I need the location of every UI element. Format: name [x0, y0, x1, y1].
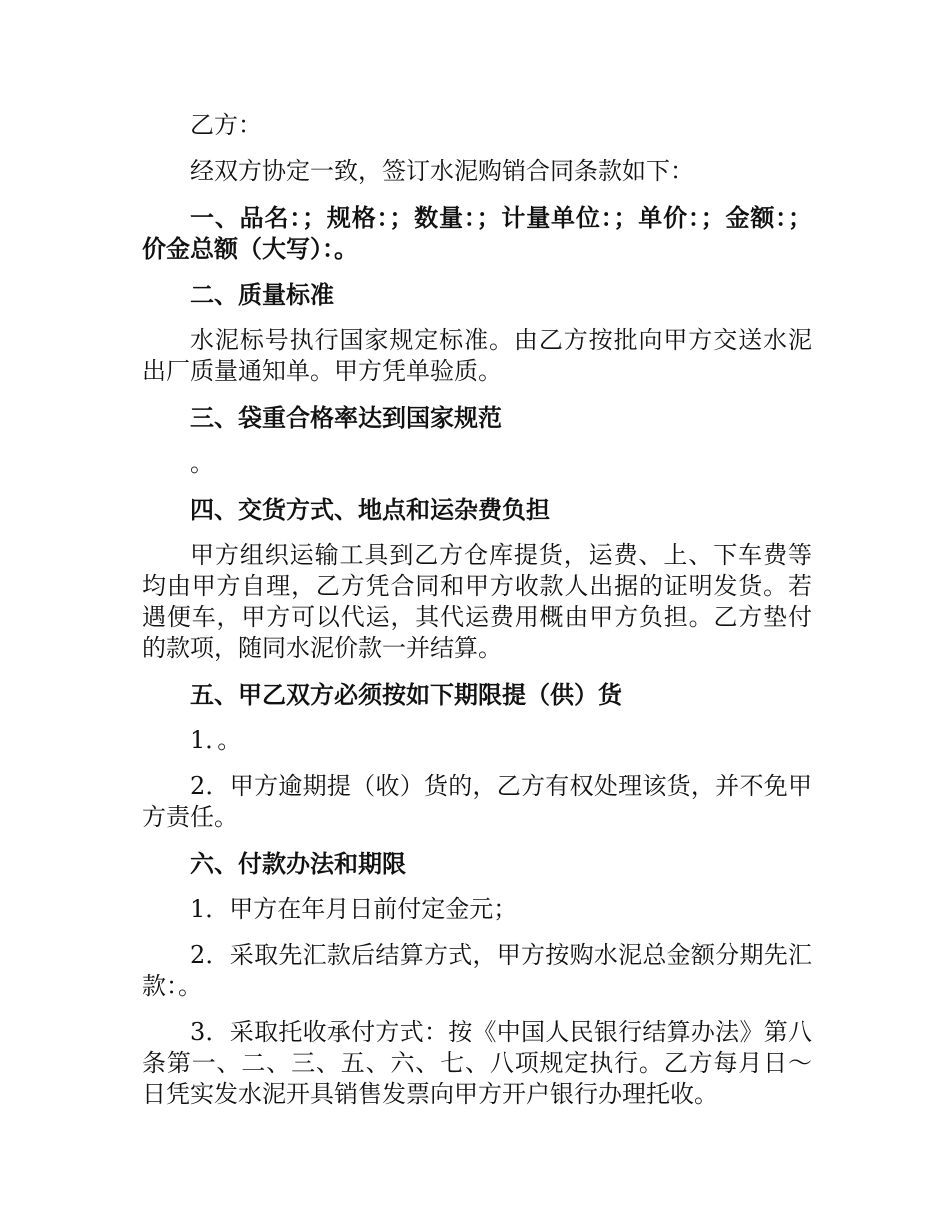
section-6-item-1: 1．甲方在年月日前付定金元； — [190, 895, 518, 923]
section-3-heading: 三、袋重合格率达到国家规范 — [190, 403, 502, 432]
section-5-item-1: 1．。 — [190, 726, 242, 754]
section-6-item-3: 3．采取托收承付方式：按《中国人民银行结算办法》第八条第一、二、三、五、六、七、八项规定执行。乙方每月日～日凭实发水泥开具销售发票向甲方开户银行办理托收。 — [142, 1018, 812, 1108]
section-3-body: 。 — [190, 449, 214, 477]
section-4-body: 甲方组织运输工具到乙方仓库提货，运费、上、下车费等均由甲方自理，乙方凭合同和甲方收款人出据的证明发货。若遇便车，甲方可以代运，其代运费用概由甲方负担。乙方垫付的款项，随同水泥价款一并结算。 — [142, 541, 812, 662]
section-4-heading: 四、交货方式、地点和运杂费负担 — [190, 495, 550, 524]
section-2-heading: 二、质量标准 — [190, 280, 334, 309]
party-b-line: 乙方： — [190, 111, 262, 139]
section-6-heading: 六、付款办法和期限 — [190, 849, 406, 878]
section-1-heading: 一、品名：；规格：；数量：；计量单位：；单价：；金额：；价金总额（大写）：。 — [142, 203, 812, 263]
section-5-item-2: 2．甲方逾期提（收）货的，乙方有权处理该货，并不免甲方责任。 — [142, 772, 812, 831]
document-page — [142, 110, 812, 1110]
section-2-body: 水泥标号执行国家规定标准。由乙方按批向甲方交送水泥出厂质量通知单。甲方凭单验质。 — [142, 326, 812, 385]
intro-paragraph: 经双方协定一致，签订水泥购销合同条款如下： — [190, 157, 694, 185]
section-5-heading: 五、甲乙双方必须按如下期限提（供）货 — [190, 680, 622, 709]
section-6-item-2: 2．采取先汇款后结算方式，甲方按购水泥总金额分期先汇款：。 — [142, 941, 812, 1000]
